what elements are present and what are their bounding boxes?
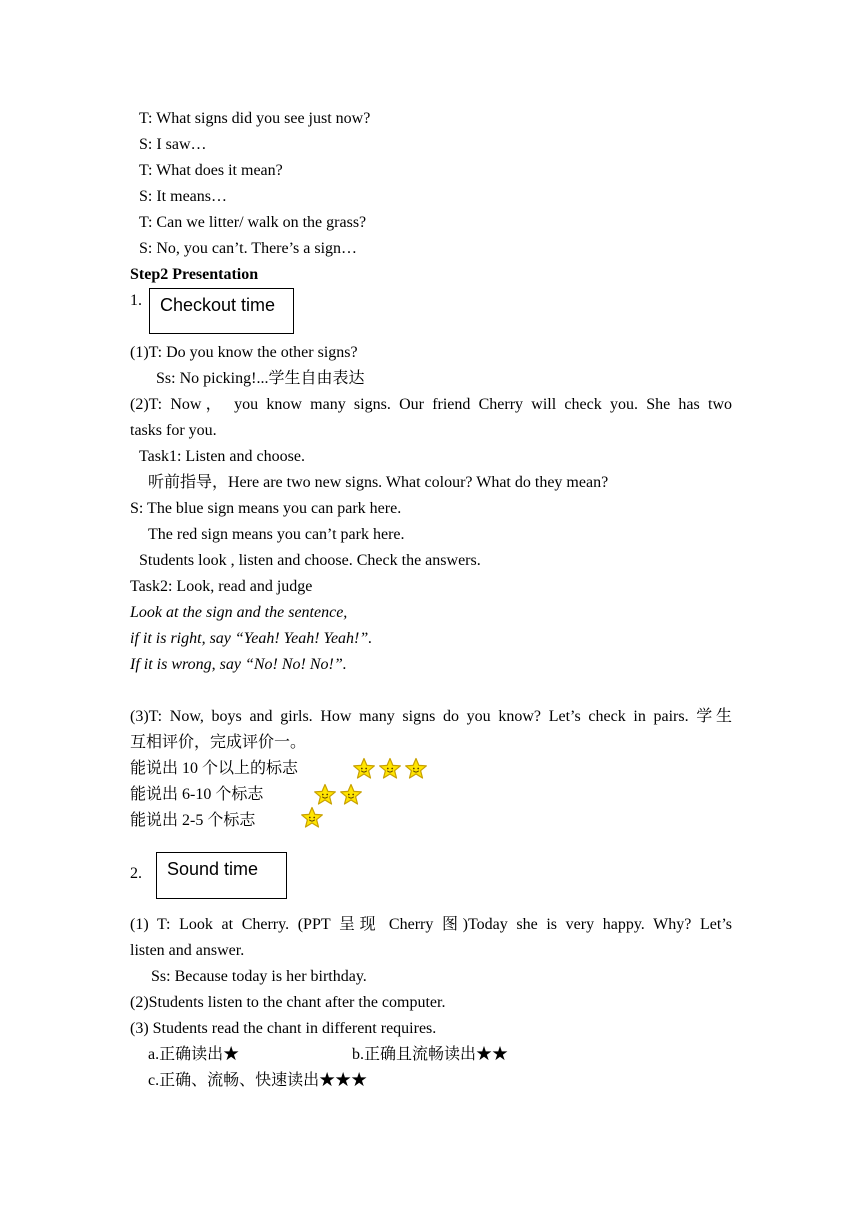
paragraph: (2)T: Now， you know many signs. Our friend Cherry will check you. She has two — [130, 396, 732, 413]
dialogue-line: T: What signs did you see just now? — [139, 110, 371, 127]
sound-time-box — [156, 852, 287, 899]
star-icon — [300, 806, 324, 830]
italic-line: if it is right, say “Yeah! Yeah! Yeah!”. — [130, 630, 373, 647]
paragraph: (1)T: Do you know the other signs? — [130, 344, 358, 361]
paragraph: (1) T: Look at Cherry. (PPT 呈现 Cherry 图)Today she is very happy. Why? Let’s — [130, 916, 732, 933]
paragraph: 互相评价，完成评价一。 — [130, 734, 307, 751]
paragraph: The red sign means you can’t park here. — [148, 526, 405, 543]
paragraph: Ss: No picking!...学生自由表达 — [156, 370, 365, 387]
checkout-time-title: Checkout time — [160, 295, 276, 315]
star-icon — [313, 783, 337, 807]
evaluation-item: 能说出 10 个以上的标志 — [130, 760, 299, 777]
star-icon — [404, 757, 428, 781]
evaluation-item: 能说出 6-10 个标志 — [130, 786, 264, 803]
italic-line: If it is wrong, say “No! No! No!”. — [130, 656, 347, 673]
dialogue-line: S: I saw… — [139, 136, 207, 153]
section1-number: 1. — [130, 292, 142, 309]
paragraph: listen and answer. — [130, 942, 245, 959]
requirement-item: a.正确读出★ — [148, 1046, 240, 1063]
paragraph: S: The blue sign means you can park here. — [130, 500, 402, 517]
star-icon — [378, 757, 402, 781]
step2-heading: Step2 Presentation — [130, 266, 259, 283]
star-icon — [339, 783, 363, 807]
dialogue-line: T: What does it mean? — [139, 162, 283, 179]
paragraph: Students look , listen and choose. Check the answers. — [139, 552, 481, 569]
italic-line: Look at the sign and the sentence, — [130, 604, 348, 621]
task2-label: Task2: Look, read and judge — [130, 578, 313, 595]
paragraph: Ss: Because today is her birthday. — [151, 968, 367, 985]
paragraph: 听前指导，Here are two new signs. What colour? What do they mean? — [148, 474, 609, 491]
evaluation-item: 能说出 2-5 个标志 — [130, 812, 256, 829]
sound-time-title: Sound time — [167, 859, 259, 879]
section2-number: 2. — [130, 865, 142, 882]
requirement-item: b.正确且流畅读出★★ — [352, 1046, 509, 1063]
paragraph: (3) Students read the chant in different requires. — [130, 1020, 437, 1037]
task1-label: Task1: Listen and choose. — [139, 448, 305, 465]
requirement-item: c.正确、流畅、快速读出★★★ — [148, 1072, 368, 1089]
dialogue-line: T: Can we litter/ walk on the grass? — [139, 214, 367, 231]
paragraph: (2)Students listen to the chant after the computer. — [130, 994, 446, 1011]
paragraph: (3)T: Now, boys and girls. How many signs do you know? Let’s check in pairs. 学生 — [130, 708, 732, 725]
paragraph: tasks for you. — [130, 422, 217, 439]
star-icon — [352, 757, 376, 781]
dialogue-line: S: No, you can’t. There’s a sign… — [139, 240, 358, 257]
dialogue-line: S: It means… — [139, 188, 227, 205]
checkout-time-box — [149, 288, 294, 334]
